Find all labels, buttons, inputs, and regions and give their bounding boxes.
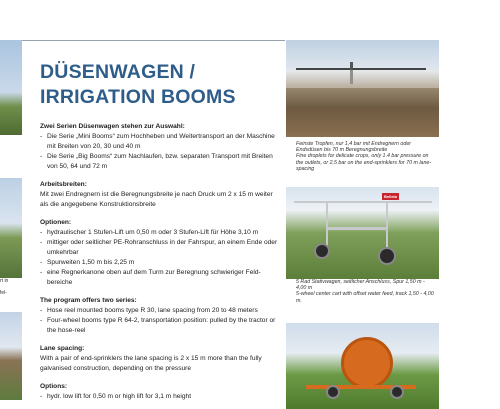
page-title bbox=[40, 60, 280, 110]
title-line-1: DÜSENWAGEN / bbox=[40, 61, 196, 83]
photo-column bbox=[286, 40, 439, 409]
paragraph: With a pair of end-sprinklers the lane spacing is 2 x 15 m more than the fully galvanised construction, depending on the pressure bbox=[40, 355, 262, 372]
list-item: - Four-wheel booms type R 64-2, transportation position: pulled by the tractor or the hose-reel bbox=[40, 316, 280, 336]
list-item: - eine Regnerkanone oben auf dem Turm zur Beregnung schwieriger Feld-bereiche bbox=[40, 268, 280, 288]
left-strip-photo bbox=[0, 40, 22, 135]
photo-caption-1: Feinste Tropfen, nur 1,4 bar mit Endregnern oder Endsdüsen bis 70 m Beregnungsbreite Fine droplets for delicate crops, only 1.4 bar pressure on the outlets, or 2,5 bar on the end-sprinklers for 70 m lane-spacing bbox=[296, 141, 432, 172]
list-item: - mittiger oder seitlicher PE-Rohranschluss in der Fahrspur, an einem Ende oder umkehrbar bbox=[40, 238, 280, 258]
section-heading: The program offers two series: bbox=[40, 297, 137, 304]
list-item: - Spurweiten 1,50 m bis 2,25 m bbox=[40, 258, 280, 268]
list-item: - Die Serie „Big Booms“ zum Nachlaufen, bzw. separaten Transport mit Breiten von 50, 64 und 72 m bbox=[40, 152, 280, 172]
list-item: - hydr. low lift for 0,50 m or high lift for 3,1 m height bbox=[40, 392, 280, 402]
list-item: - hydraulischer 1 Stufen-Lift um 0,50 m oder 3 Stufen-Lift für Höhe 3,10 m bbox=[40, 228, 280, 238]
hose-reel-photo bbox=[286, 323, 439, 409]
section-heading: Options: bbox=[40, 383, 68, 390]
top-rule bbox=[22, 40, 285, 41]
left-page-strip bbox=[0, 0, 22, 400]
photo-caption-2: 5 Rad Stativwagen, seitlicher Anschluss, Spur 1,50 m - 4,00 m 5-wheel center cart with offset water feed, track 1,50 - 4,00 m. bbox=[296, 279, 434, 304]
left-strip-photo bbox=[0, 312, 22, 400]
page-margin bbox=[439, 0, 500, 400]
boom-cart-photo bbox=[286, 187, 439, 279]
title-line-2: IRRIGATION BOOMS bbox=[40, 86, 236, 108]
field-boom-photo bbox=[286, 40, 439, 137]
list-item: - Die Serie „Mini Booms“ zum Hochheben und Weitertransport an der Maschine mit Breiten von 20, 30 und 40 m bbox=[40, 132, 280, 152]
section-heading: Zwei Serien Düsenwagen stehen zur Auswahl: bbox=[40, 123, 185, 130]
main-content bbox=[40, 60, 280, 402]
paragraph: Mit zwei Endregnern ist die Beregnungsbreite je nach Druck um 2 x 15 m weiter als die angegebene Konstruktionsbreite bbox=[40, 191, 273, 208]
brand-logo: Bellela bbox=[384, 194, 397, 199]
section-heading: Optionen: bbox=[40, 219, 72, 226]
left-strip-photo bbox=[0, 178, 22, 278]
section-heading: Lane spacing: bbox=[40, 345, 85, 352]
section-heading: Arbeitsbreiten: bbox=[40, 181, 87, 188]
body-text bbox=[40, 122, 280, 402]
left-strip-text: rt in fel- bbox=[0, 278, 9, 296]
list-item: - Hose reel mounted booms type R 30, lane spacing from 20 to 48 meters bbox=[40, 306, 280, 316]
